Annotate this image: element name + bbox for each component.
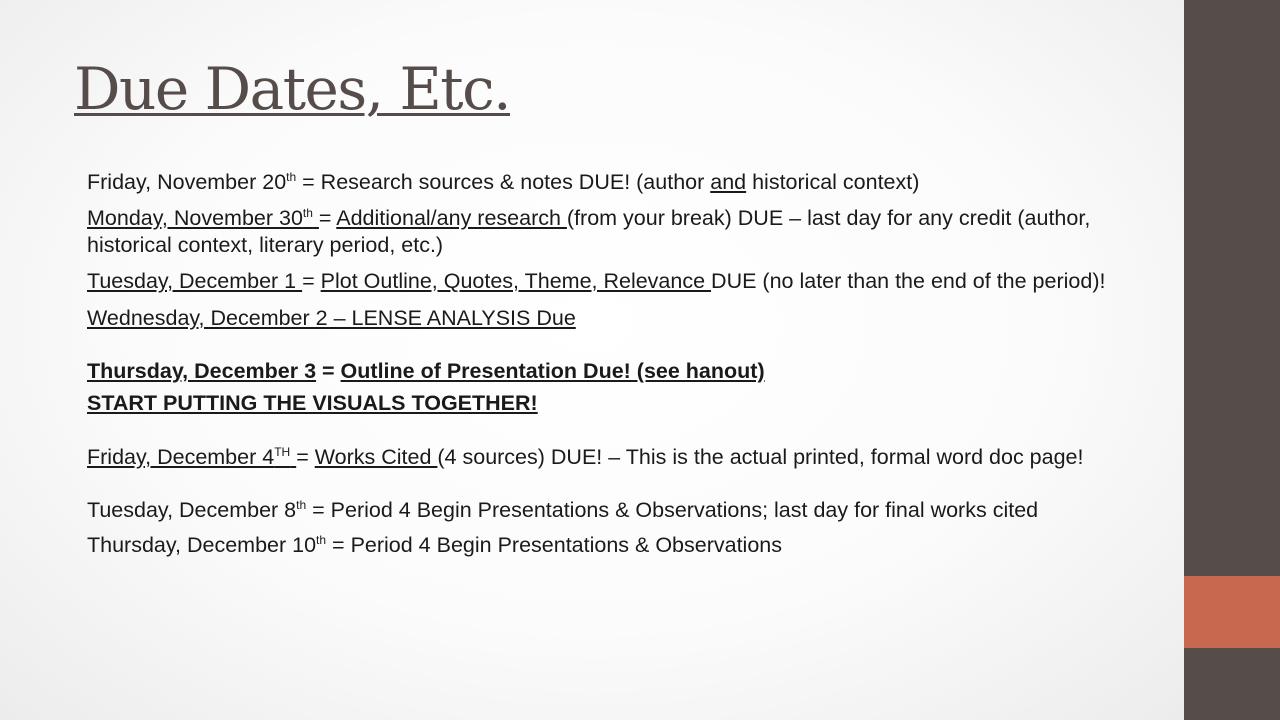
item-date-suffix: th [302, 205, 313, 220]
due-item-dec-4 [87, 444, 1107, 471]
item-text: = [302, 269, 321, 293]
item-task: Outline of Presentation Due! (see hanout) [340, 359, 765, 383]
item-task: Plot Outline, Quotes, Theme, Relevance [320, 269, 712, 293]
item-task: Additional/any research [336, 206, 567, 230]
due-item-nov-30 [87, 205, 1107, 259]
item-date: Thursday, December 10 [87, 533, 317, 557]
item-date-suffix: th [316, 532, 327, 547]
item-emphasis: and [710, 170, 747, 194]
slide-body [87, 169, 1107, 559]
due-item-nov-20 [87, 169, 1107, 196]
visuals-reminder: START PUTTING THE VISUALS TOGETHER! [87, 391, 538, 415]
slide-title: Due Dates, Etc. [74, 55, 511, 123]
item-date: Thursday, December 3 [87, 359, 317, 383]
item-date: Monday, November 30th [87, 205, 313, 230]
item-text: = [316, 359, 341, 383]
due-item-dec-8 [87, 497, 1107, 524]
due-item-dec-1 [87, 268, 1107, 295]
item-date: Friday, December 4TH [87, 444, 291, 469]
item-text: = [318, 206, 337, 230]
sidebar-accent-block [1184, 576, 1280, 648]
item-date-suffix: TH [274, 444, 291, 459]
item-text: = Research sources & notes DUE! (author [296, 170, 711, 194]
item-text: historical context) [746, 170, 920, 194]
item-text: (from your break) DUE – last day for any credit (author, historical context, literary period, etc.) [87, 206, 1091, 257]
item-text: DUE (no later than the end of the period)! [711, 269, 1106, 293]
due-item-dec-10 [87, 532, 1107, 559]
item-date-suffix: th [286, 169, 297, 184]
item-text: = Period 4 Begin Presentations & Observations; last day for final works cited [306, 498, 1039, 522]
item-task: Works Cited [314, 445, 438, 469]
item-text: = [296, 445, 315, 469]
due-item-dec-3 [87, 358, 1107, 385]
item-date: Tuesday, December 8 [87, 498, 297, 522]
item-date-suffix: th [296, 497, 307, 512]
item-text: (4 sources) DUE! – This is the actual printed, formal word doc page! [437, 445, 1084, 469]
item-date: Friday, November 20 [87, 170, 287, 194]
due-item-dec-2: Wednesday, December 2 – LENSE ANALYSIS Due [87, 306, 576, 330]
item-text: = Period 4 Begin Presentations & Observations [326, 533, 783, 557]
item-date: Tuesday, December 1 [87, 269, 303, 293]
